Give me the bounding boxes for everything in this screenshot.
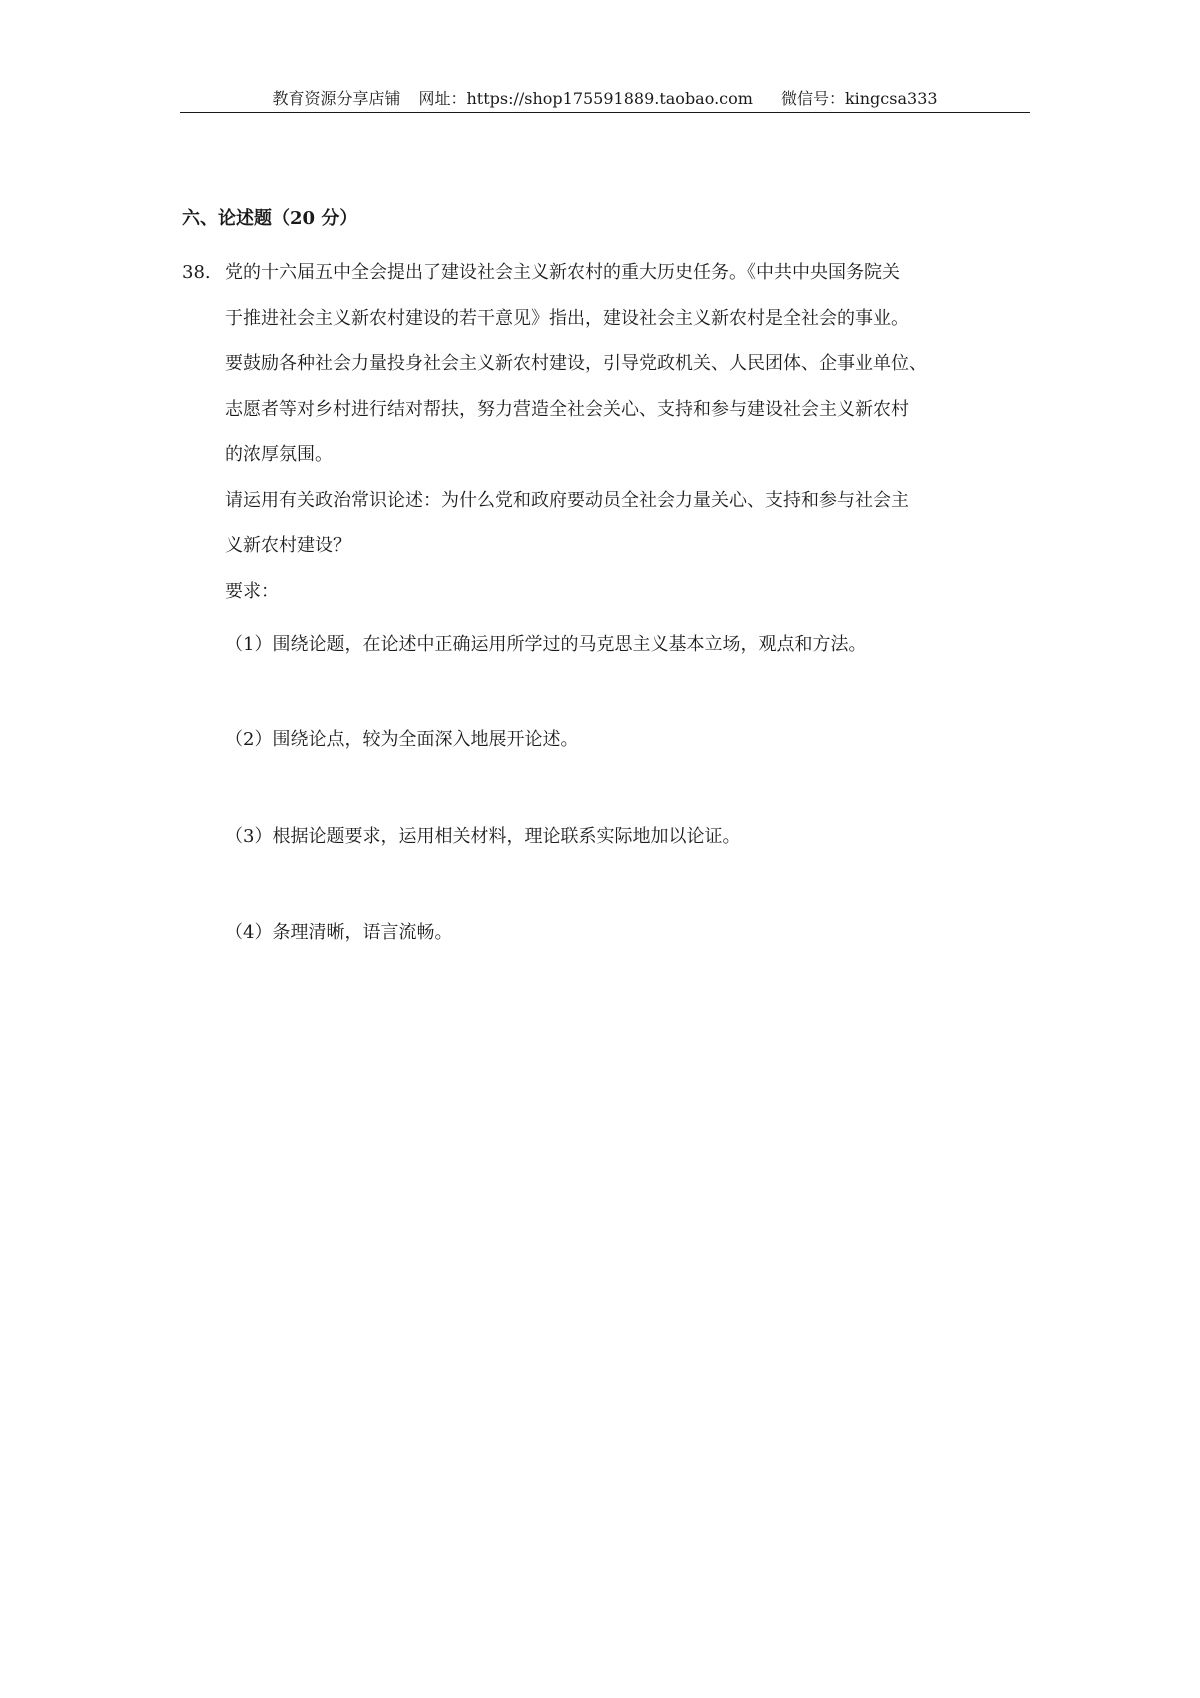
material-line: 志愿者等对乡村进行结对帮扶，努力营造全社会关心、支持和参与建设社会主义新农村	[225, 398, 909, 420]
prompt-line: 请运用有关政治常识论述：为什么党和政府要动员全社会力量关心、支持和参与社会主	[225, 489, 909, 511]
requirement-item-2: （2）围绕论点，较为全面深入地展开论述。	[225, 729, 579, 750]
material-line: 的浓厚氛围。	[225, 444, 333, 465]
prompt-line: 义新农村建设？	[225, 535, 351, 556]
material-line: 要鼓励各种社会力量投身社会主义新农村建设，引导党政机关、人民团体、企事业单位、	[225, 353, 927, 374]
question-number: 38.	[182, 262, 211, 283]
header-shop-name: 教育资源分享店铺	[272, 89, 401, 108]
requirement-item-4: （4）条理清晰，语言流畅。	[225, 922, 453, 943]
question-body	[182, 296, 1032, 615]
question-first-line	[182, 250, 1032, 296]
requirement-item-3: （3）根据论题要求，运用相关材料，理论联系实际地加以论证。	[225, 826, 741, 847]
header-website: 网址：https://shop175591889.taobao.com	[418, 89, 753, 108]
header-wechat: 微信号：kingcsa333	[780, 89, 938, 108]
material-line: 于推进社会主义新农村建设的若干意见》指出，建设社会主义新农村是全社会的事业。	[225, 307, 909, 329]
requirements-label: 要求：	[225, 580, 279, 602]
header-rule	[180, 112, 1030, 113]
section-heading: 六、论述题（20 分）	[182, 208, 358, 229]
material-line: 党的十六届五中全会提出了建设社会主义新农村的重大历史任务。《中共中央国务院关	[225, 262, 900, 283]
page-header	[180, 84, 1030, 114]
requirement-item-1: （1）围绕论题，在论述中正确运用所学过的马克思主义基本立场，观点和方法。	[225, 634, 867, 655]
question-38	[182, 250, 1032, 614]
